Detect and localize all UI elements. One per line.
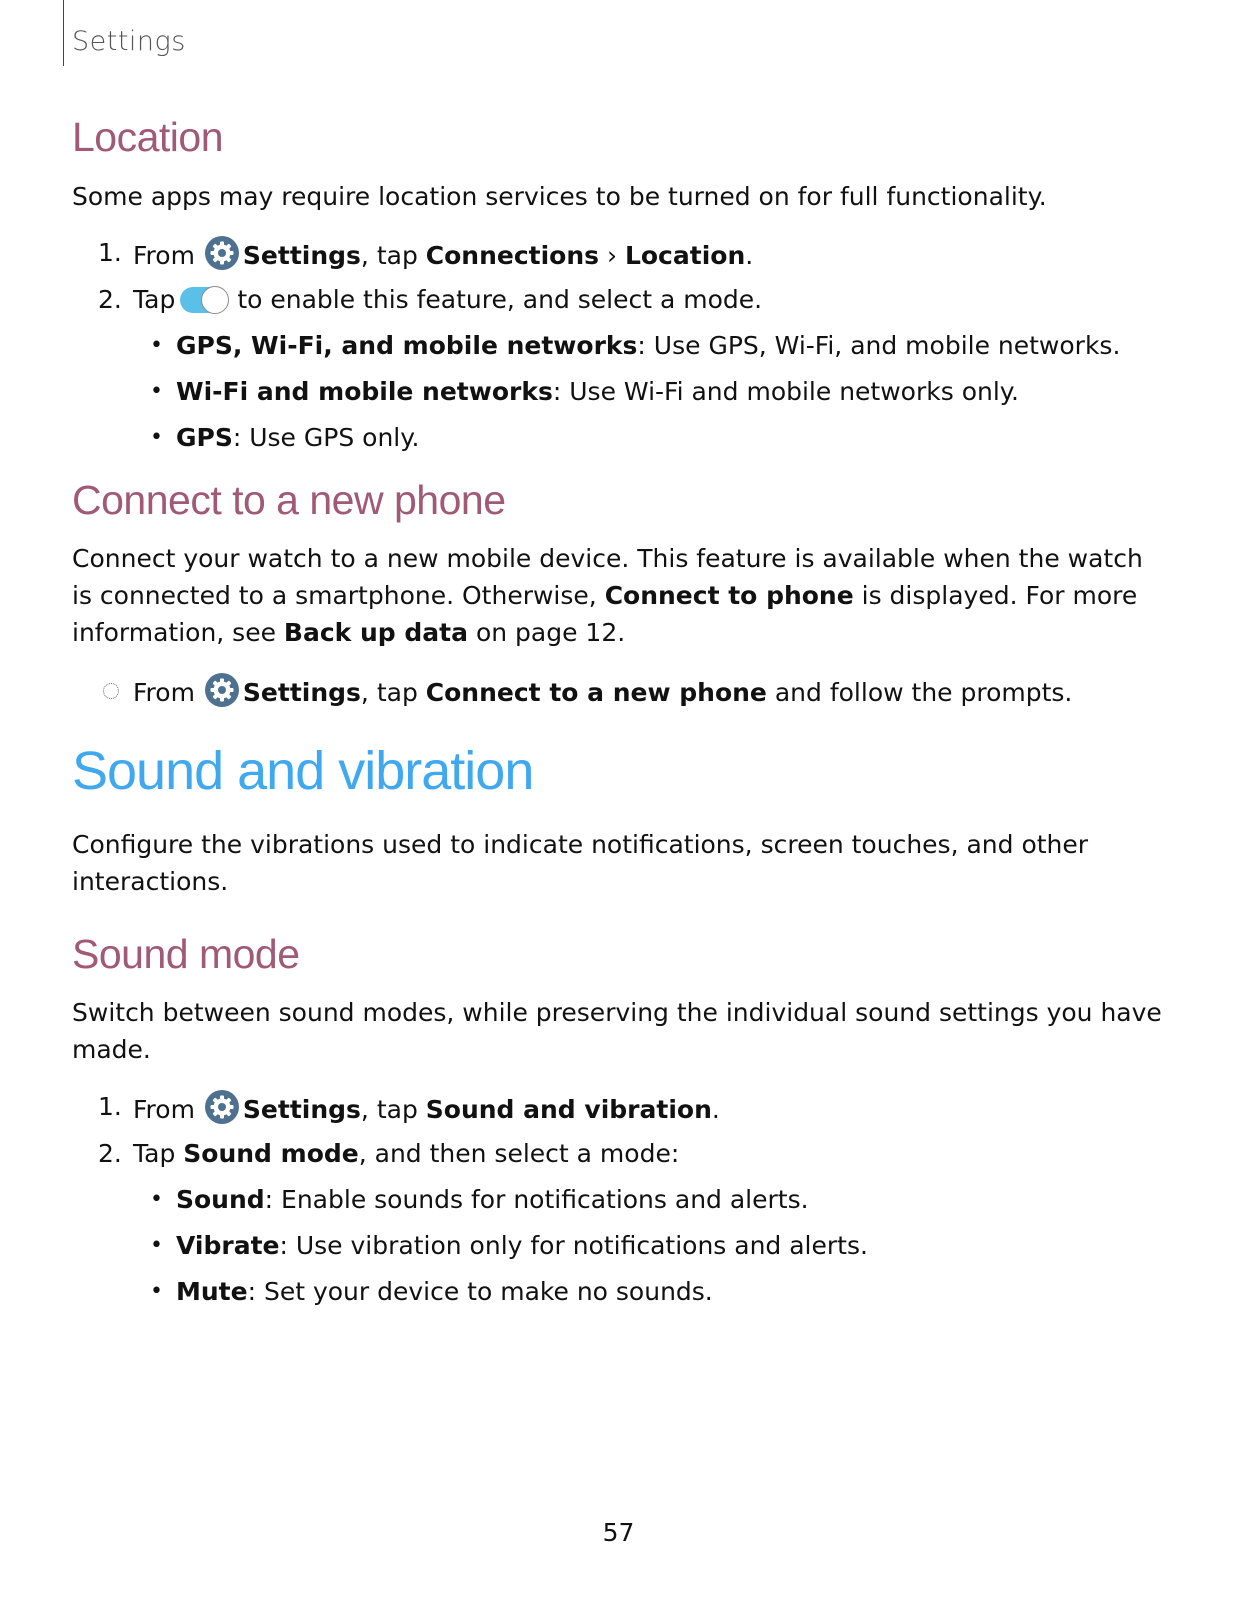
mode-desc: : Use GPS only. (232, 423, 420, 452)
location-mode-item (176, 375, 1019, 409)
header-divider (63, 0, 64, 66)
location-mode-item (176, 329, 1120, 363)
sound-mode-intro-line: Switch between sound modes, while preserving the individual sound settings you have (72, 998, 1162, 1027)
step-text: From (133, 241, 195, 270)
location-intro: Some apps may require location services to be turned on for full functionality. (72, 182, 1047, 211)
settings-label: Settings (242, 678, 361, 707)
settings-gear-icon (205, 673, 239, 707)
settings-gear-icon (205, 236, 239, 270)
step-number: 2. (98, 1139, 122, 1168)
location-mode-item (176, 421, 419, 455)
location-heading: Location (72, 114, 224, 160)
sound-mode-intro-line: made. (72, 1035, 151, 1064)
location-step-2 (133, 283, 762, 317)
page-number: 57 (602, 1518, 635, 1547)
sound-mode-heading: Sound mode (72, 931, 300, 977)
mode-name: GPS (176, 423, 233, 452)
sound-mode-step-1: From Settings, tap Sound and vibration. (133, 1090, 720, 1127)
mode-name: Vibrate (176, 1231, 280, 1260)
mode-name: Wi-Fi and mobile networks (176, 377, 553, 406)
connect-para-line: Connect your watch to a new mobile device. This feature is available when the watch (72, 544, 1143, 573)
connections-label: Connections (425, 241, 600, 270)
step-text: Tap (133, 285, 176, 314)
bullet: • (150, 1187, 163, 1212)
mode-name: GPS, Wi-Fi, and mobile networks (176, 331, 638, 360)
mode-name: Sound (176, 1185, 265, 1214)
sound-mode-item (176, 1275, 713, 1309)
connect-step: From Settings, tap Connect to a new phone and follow the prompts. (133, 673, 1072, 710)
location-step-1: From Settings, tap Connections › Location. (133, 236, 753, 273)
step-text: , tap (360, 241, 418, 270)
circle-bullet-icon (103, 683, 119, 699)
bullet: • (150, 425, 163, 450)
mode-name: Mute (176, 1277, 248, 1306)
sound-mode-item (176, 1229, 868, 1263)
sound-mode-item (176, 1183, 809, 1217)
step-number: 1. (98, 1092, 122, 1121)
connect-para-line: information, see Back up data on page 12. (72, 618, 626, 647)
back-up-data-link[interactable]: Back up data (283, 618, 468, 647)
settings-label: Settings (242, 241, 361, 270)
sound-vibration-heading: Sound and vibration (72, 741, 534, 801)
step-number: 1. (98, 238, 122, 267)
section-label: Settings (72, 26, 186, 57)
sound-mode-step-2: Tap Sound mode, and then select a mode: (133, 1139, 680, 1168)
chevron-right-icon: › (607, 241, 617, 270)
settings-label: Settings (242, 1095, 361, 1124)
connect-to-phone-label: Connect to phone (604, 581, 854, 610)
mode-desc: : Enable sounds for notifications and alerts. (264, 1185, 809, 1214)
bullet: • (150, 1279, 163, 1304)
step-text: From (133, 1095, 195, 1124)
connect-to-new-phone-label: Connect to a new phone (425, 678, 767, 707)
mode-desc: : Set your device to make no sounds. (247, 1277, 713, 1306)
bullet: • (150, 333, 163, 358)
sound-intro-line: interactions. (72, 867, 229, 896)
bullet: • (150, 1233, 163, 1258)
connect-heading: Connect to a new phone (72, 477, 506, 523)
step-number: 2. (98, 285, 122, 314)
connect-para-line: is connected to a smartphone. Otherwise, Connect to phone is displayed. For more (72, 581, 1138, 610)
bullet: • (150, 379, 163, 404)
sound-intro-line: Configure the vibrations used to indicate notifications, screen touches, and other (72, 830, 1089, 859)
settings-gear-icon (205, 1090, 239, 1124)
mode-desc: : Use GPS, Wi-Fi, and mobile networks. (637, 331, 1121, 360)
step-text: to enable this feature, and select a mode. (237, 285, 763, 314)
sound-mode-label: Sound mode (183, 1139, 359, 1168)
toggle-switch-icon (179, 285, 231, 315)
mode-desc: : Use Wi-Fi and mobile networks only. (552, 377, 1019, 406)
location-label: Location (624, 241, 746, 270)
step-text: Tap (133, 1139, 176, 1168)
mode-desc: : Use vibration only for notifications and alerts. (279, 1231, 868, 1260)
sound-and-vibration-label: Sound and vibration (425, 1095, 712, 1124)
step-text: From (133, 678, 195, 707)
